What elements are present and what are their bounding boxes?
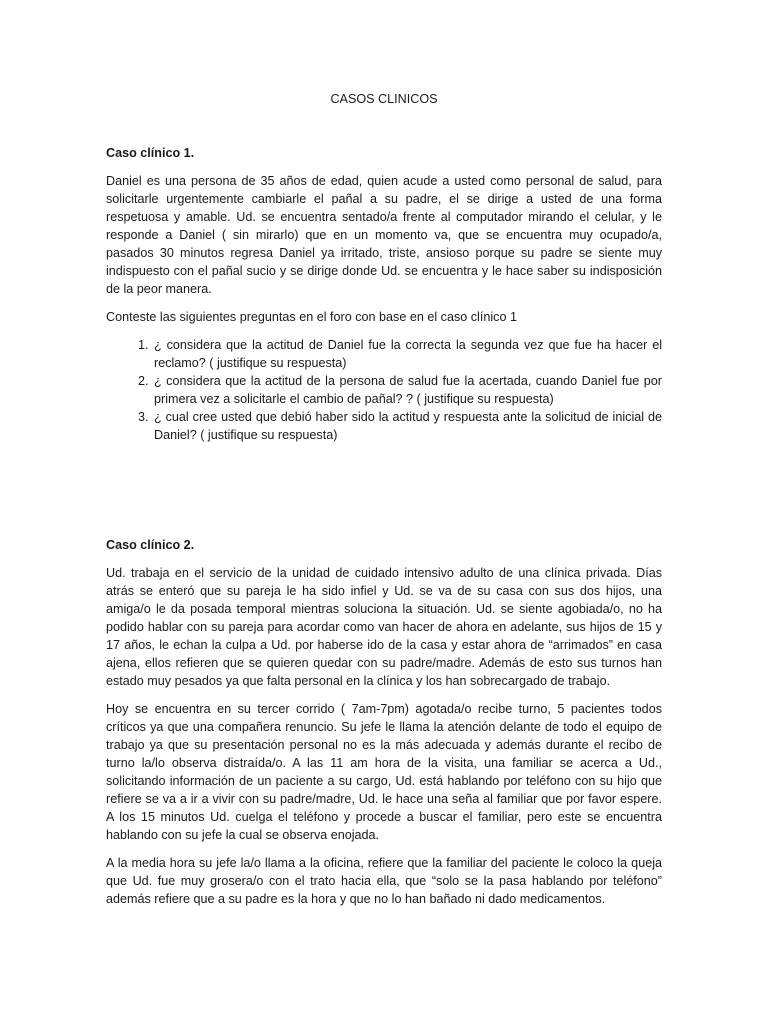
- question-item: 1. ¿ considera que la actitud de Daniel fue la correcta la segunda vez que fue ha hacer el reclamo? ( justifique su respuesta): [152, 336, 662, 372]
- case2-heading: Caso clínico 2.: [106, 538, 195, 552]
- question-item: 2. ¿ considera que la actitud de la persona de salud fue la acertada, cuando Daniel fue por primera vez a solicitarle el cambio de pañal? ? ( justifique su respuesta): [152, 372, 662, 408]
- section-spacer: [106, 444, 662, 536]
- case1-instruction: Conteste las siguientes preguntas en el foro con base en el caso clínico 1: [106, 310, 517, 324]
- case2-paragraph: Hoy se encuentra en su tercer corrido ( 7am-7pm) agotada/o recibe turno, 5 pacientes todos críticos ya que una compañera renuncio. Su jefe le llama la atención delante de todo el equipo de trabajo ya que su presentación personal no es la más adecuada y además durante el recibo de turno la/lo observa distraída/o. A las 11 am hora de la visita, una familiar se acerca a Ud., solicitando información de un paciente a su cargo, Ud. está hablando por teléfono con su hijo que refiere se va a ir a vivir con su padre/madre, Ud. le hace una seña al familiar que por favor espere. A los 15 minutos Ud. cuelga el teléfono y procede a buscar el familiar, pero este se encuentra hablando con su jefe la cual se observa enojada.: [106, 702, 662, 842]
- case2-paragraph: A la media hora su jefe la/o llama a la oficina, refiere que la familiar del paciente le coloco la queja que Ud. fue muy grosera/o con el trato hacia ella, que “solo se la pasa hablando por teléfono” además refiere que a su padre es la hora y que no lo han bañado ni dado medicamentos.: [106, 856, 662, 906]
- case1-paragraph: Daniel es una persona de 35 años de edad, quien acude a usted como personal de salud, para solicitarle urgentemente cambiarle el pañal a su padre, el se dirige a usted de una forma respetuosa y amable. Ud. se encuentra sentado/a frente al computador mirando el celular, y le responde a Daniel ( sin mirarlo) que en un momento va, que se encuentra muy ocupado/a, pasados 30 minutos regresa Daniel ya irritado, triste, ansioso porque su padre se siente muy indispuesto con el pañal sucio y se dirige donde Ud. se encuentra y le hace saber su indisposición de la peor manera.: [106, 174, 662, 296]
- document-page: [106, 90, 662, 918]
- case2-paragraph: Ud. trabaja en el servicio de la unidad de cuidado intensivo adulto de una clínica privada. Días atrás se enteró que su pareja le ha sido infiel y Ud. se va de su casa con sus dos hijos, una amiga/o le da posada temporal mientras soluciona la situación. Ud. se siente agobiada/o, no ha podido hablar con su pareja para acordar como van hacer de ahora en adelante, sus hijos de 15 y 17 años, le echan la culpa a Ud. por haberse ido de la casa y estar ahora de “arrimados” en casa ajena, ellos refieren que se quieren quedar con su padre/madre. Además de esto sus turnos han estado muy pesados ya que falta personal en la clínica y los han sobrecargado de trabajo.: [106, 566, 662, 688]
- document-title: CASOS CLINICOS: [330, 92, 438, 106]
- question-item: 3. ¿ cual cree usted que debió haber sido la actitud y respuesta ante la solicitud de inicial de Daniel? ( justifique su respuesta): [152, 408, 662, 444]
- case1-question-list: [106, 336, 662, 444]
- case1-heading: Caso clínico 1.: [106, 146, 195, 160]
